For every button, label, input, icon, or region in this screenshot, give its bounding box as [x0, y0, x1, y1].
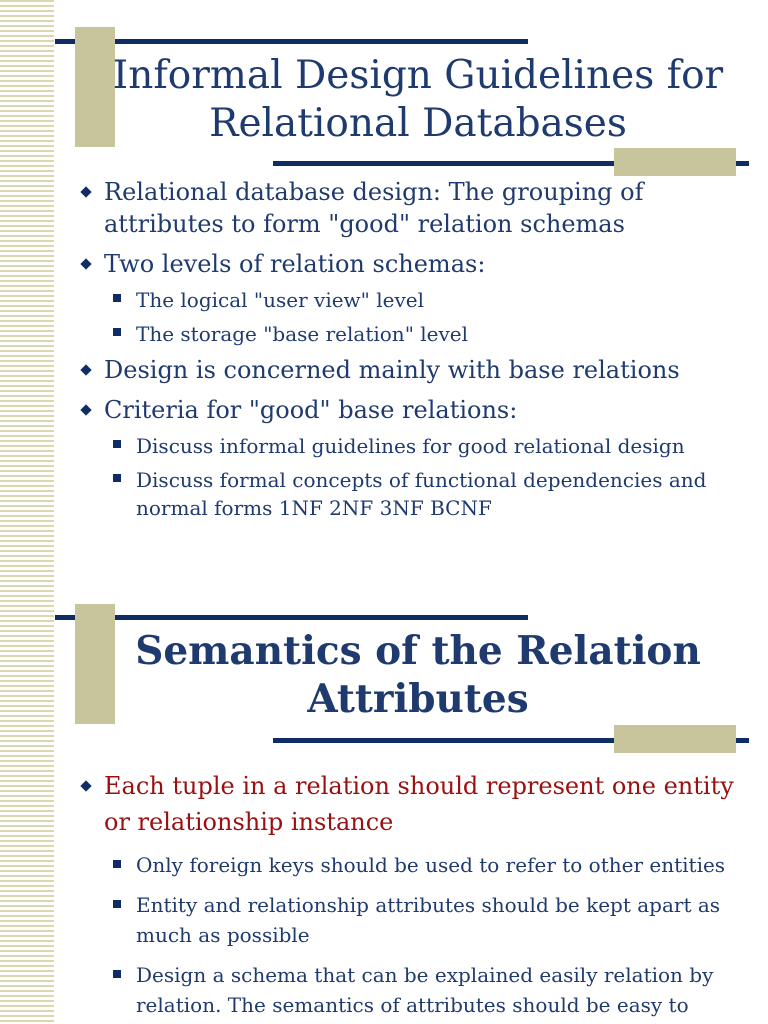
square-bullet-icon	[113, 294, 121, 302]
sub-bullet-text: Design a schema that can be explained easily relation by relation. The semantics of attributes should be easy to	[136, 963, 714, 1017]
bullet-item	[78, 394, 738, 426]
bullet-text: Design is concerned mainly with base relations	[104, 356, 680, 384]
diamond-bullet-icon	[80, 258, 91, 269]
top-accent-bar	[55, 615, 528, 620]
bullet-item	[78, 354, 738, 386]
square-bullet-icon	[113, 900, 121, 908]
bullet-text: Relational database design: The grouping of attributes to form "good" relation schemas	[104, 178, 644, 238]
sub-bullet-text: The logical "user view" level	[136, 288, 424, 312]
slide-title	[112, 627, 724, 723]
square-bullet-icon	[113, 860, 121, 868]
left-accent-block	[75, 27, 115, 147]
sub-bullet-text: The storage "base relation" level	[136, 322, 469, 346]
bullet-list	[78, 176, 738, 522]
diamond-bullet-icon	[80, 780, 91, 791]
sub-bullet-text: Only foreign keys should be used to refer to other entities	[136, 853, 726, 877]
sub-bullet-item	[78, 432, 738, 460]
title-line-1: Informal Design Guidelines for	[112, 53, 724, 98]
sub-bullet-text: Discuss informal guidelines for good relational design	[136, 434, 685, 458]
sub-bullet-item	[78, 890, 738, 950]
bullet-text: Each tuple in a relation should represent one entity or relationship instance	[104, 772, 734, 836]
sub-bullet-text: Discuss formal concepts of functional dependencies and normal forms 1NF 2NF 3NF BCNF	[136, 468, 707, 520]
sub-bullet-item	[78, 960, 738, 1020]
title-line-2: Attributes	[307, 676, 529, 722]
highlighted-bullet-item	[78, 768, 738, 840]
sub-bullet-item	[78, 286, 738, 314]
diamond-bullet-icon	[80, 364, 91, 375]
left-accent-block	[75, 604, 115, 724]
sub-bullet-text: Entity and relationship attributes should be kept apart as much as possible	[136, 893, 721, 947]
right-accent-block	[614, 148, 736, 176]
bullet-item	[78, 176, 738, 240]
bullet-list	[78, 768, 738, 1020]
diamond-bullet-icon	[80, 186, 91, 197]
right-accent-block	[614, 725, 736, 753]
sub-bullet-item	[78, 320, 738, 348]
square-bullet-icon	[113, 970, 121, 978]
bullet-item	[78, 248, 738, 280]
diamond-bullet-icon	[80, 404, 91, 415]
square-bullet-icon	[113, 440, 121, 448]
title-line-2: Relational Databases	[209, 101, 627, 146]
sub-bullet-item	[78, 850, 738, 880]
slide-title	[112, 52, 724, 148]
top-accent-bar	[55, 39, 528, 44]
bullet-text: Criteria for "good" base relations:	[104, 396, 518, 424]
square-bullet-icon	[113, 474, 121, 482]
title-line-1: Semantics of the Relation	[135, 628, 701, 674]
sub-bullet-item	[78, 466, 738, 522]
bullet-text: Two levels of relation schemas:	[104, 250, 486, 278]
square-bullet-icon	[113, 328, 121, 336]
